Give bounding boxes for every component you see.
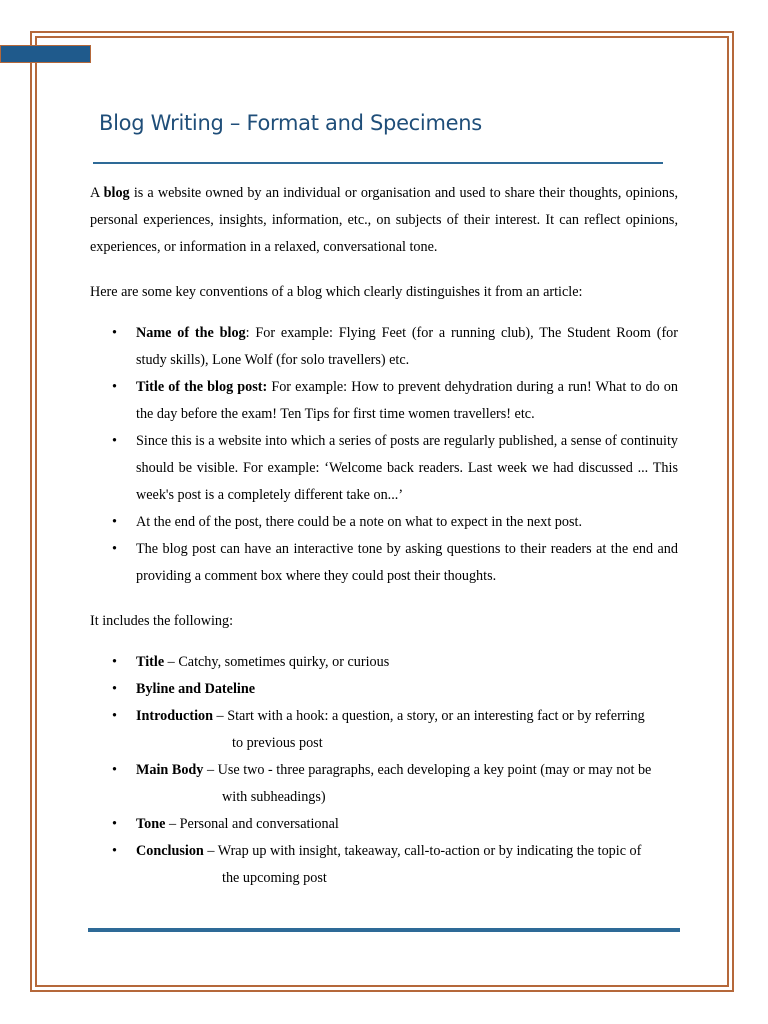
list-item: • Main Body – Use two - three paragraphs, each developing a key point (may or may not be with subheadings) [90, 757, 678, 811]
list-item: • Title of the blog post: For example: How to prevent dehydration during a run! What to do on the day before the exam! Ten Tips for first time women travellers! etc. [90, 374, 678, 428]
footer-divider [88, 928, 680, 932]
list-item: • The blog post can have an interactive tone by asking questions to their readers at the end and providing a comment box where they could post their thoughts. [90, 536, 678, 590]
includes-list [90, 649, 678, 892]
includes-intro: It includes the following: [90, 613, 234, 629]
conventions-list [90, 320, 678, 590]
list-item: • Tone – Personal and conversational [90, 811, 678, 838]
list-item: • Byline and Dateline [90, 676, 678, 703]
corner-decoration [0, 45, 91, 63]
list-item: • Conclusion – Wrap up with insight, takeaway, call-to-action or by indicating the topic of the upcoming post [90, 838, 678, 892]
blog-term: blog [103, 185, 130, 201]
list-item: • Title – Catchy, sometimes quirky, or curious [90, 649, 678, 676]
list-item: • Introduction – Start with a hook: a question, a story, or an interesting fact or by referring to previous post [90, 703, 678, 757]
conventions-intro: Here are some key conventions of a blog which clearly distinguishes it from an article: [90, 284, 583, 300]
document-body [90, 180, 678, 892]
page-title: Blog Writing – Format and Specimens [99, 111, 482, 135]
list-item: • At the end of the post, there could be a note on what to expect in the next post. [90, 509, 678, 536]
list-item: • Since this is a website into which a series of posts are regularly published, a sense of continuity should be visible. For example: ‘Welcome back readers. Last week we had discussed ... This week's post is a completely different take on...’ [90, 428, 678, 509]
intro-paragraph: A blog is a website owned by an individual or organisation and used to share their thoughts, opinions, personal experiences, insights, information, etc., on subjects of their interest. It can reflect opinions, experiences, or information in a relaxed, conversational tone. [90, 185, 679, 255]
heading-divider [93, 162, 663, 164]
list-item: • Name of the blog: For example: Flying Feet (for a running club), The Student Room (for study skills), Lone Wolf (for solo travellers) etc. [90, 320, 678, 374]
